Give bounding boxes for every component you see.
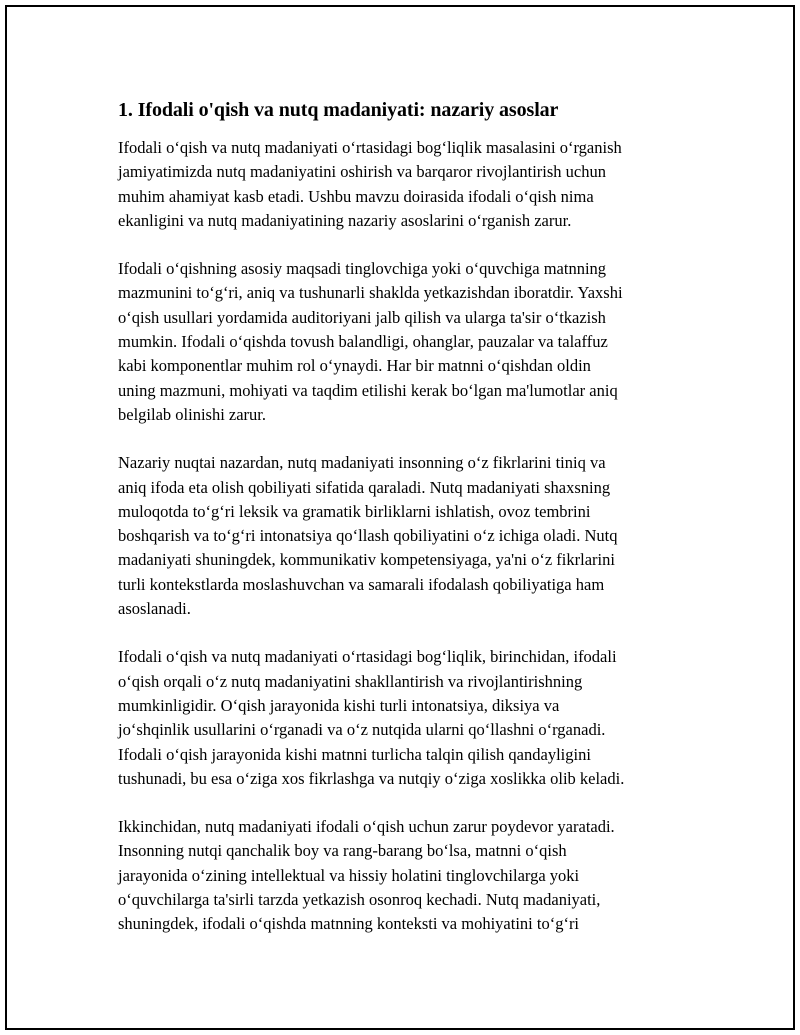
paragraph-4: Ifodali oʻqish va nutq madaniyati oʻrtasidagi bogʻliqlik, birinchidan, ifodali oʻqish orqali oʻz nutq madaniyatini shakllantirish va rivojlantirishning mumkinligidir. Oʻqish jarayonida kishi turli intonatsiya, diksiya va joʻshqinlik usullarini oʻrganadi va oʻz nutqida ularni qoʻllashni oʻrganadi. Ifodali oʻqish jarayonida kishi matnni turlicha talqin qilish qandayligini tushunadi, bu esa oʻziga xos fikrlashga va nutqiy oʻziga xoslikka olib keladi. <box>118 647 625 788</box>
section-heading: 1. Ifodali o'qish va nutq madaniyati: nazariy asoslar <box>118 99 559 121</box>
paragraph-1: Ifodali oʻqish va nutq madaniyati oʻrtasidagi bogʻliqlik masalasini oʻrganish jamiyatimizda nutq madaniyatini oshirish va barqaror rivojlantirish uchun muhim ahamiyat kasb etadi. Ushbu mavzu doirasida ifodali oʻqish nima ekanligini va nutq madaniyatining nazariy asoslarini oʻrganish zarur. <box>118 138 622 230</box>
paragraph-5: Ikkinchidan, nutq madaniyati ifodali oʻqish uchun zarur poydevor yaratadi. Insonning nutqi qanchalik boy va rang-barang boʻlsa, matnni oʻqish jarayonida oʻzining intellektual va hissiy holatini tinglovchilarga yoki oʻquvchilarga ta'sirli tarzda yetkazish osonroq kechadi. Nutq madaniyati, shuningdek, ifodali oʻqishda matnning konteksti va mohiyatini toʻgʻri <box>118 817 615 934</box>
document-body <box>118 97 698 961</box>
page-frame <box>5 5 795 1030</box>
paragraph-3: Nazariy nuqtai nazardan, nutq madaniyati insonning oʻz fikrlarini tiniq va aniq ifoda eta olish qobiliyati sifatida qaraladi. Nutq madaniyati shaxsning muloqotda toʻgʻri leksik va gramatik birliklarni ishlatish, ovoz tembrini boshqarish va toʻgʻri intonatsiya qoʻllash qobiliyatini oʻz ichiga oladi. Nutq madaniyati shuningdek, kommunikativ kompetensiyaga, ya'ni oʻz fikrlarini turli kontekstlarda moslashuvchan va samarali ifodalash qobiliyatiga ham asoslanadi. <box>118 453 618 619</box>
paragraph-2: Ifodali oʻqishning asosiy maqsadi tinglovchiga yoki oʻquvchiga matnning mazmunini toʻgʻri, aniq va tushunarli shaklda yetkazishdan iboratdir. Yaxshi oʻqish usullari yordamida auditoriyani jalb qilish va ularga ta'sir oʻtkazish mumkin. Ifodali oʻqishda tovush balandligi, ohanglar, pauzalar va talaffuz kabi komponentlar muhim rol oʻynaydi. Har bir matnni oʻqishdan oldin uning mazmuni, mohiyati va taqdim etilishi kerak boʻlgan ma'lumotlar aniq belgilab olinishi zarur. <box>118 259 623 424</box>
